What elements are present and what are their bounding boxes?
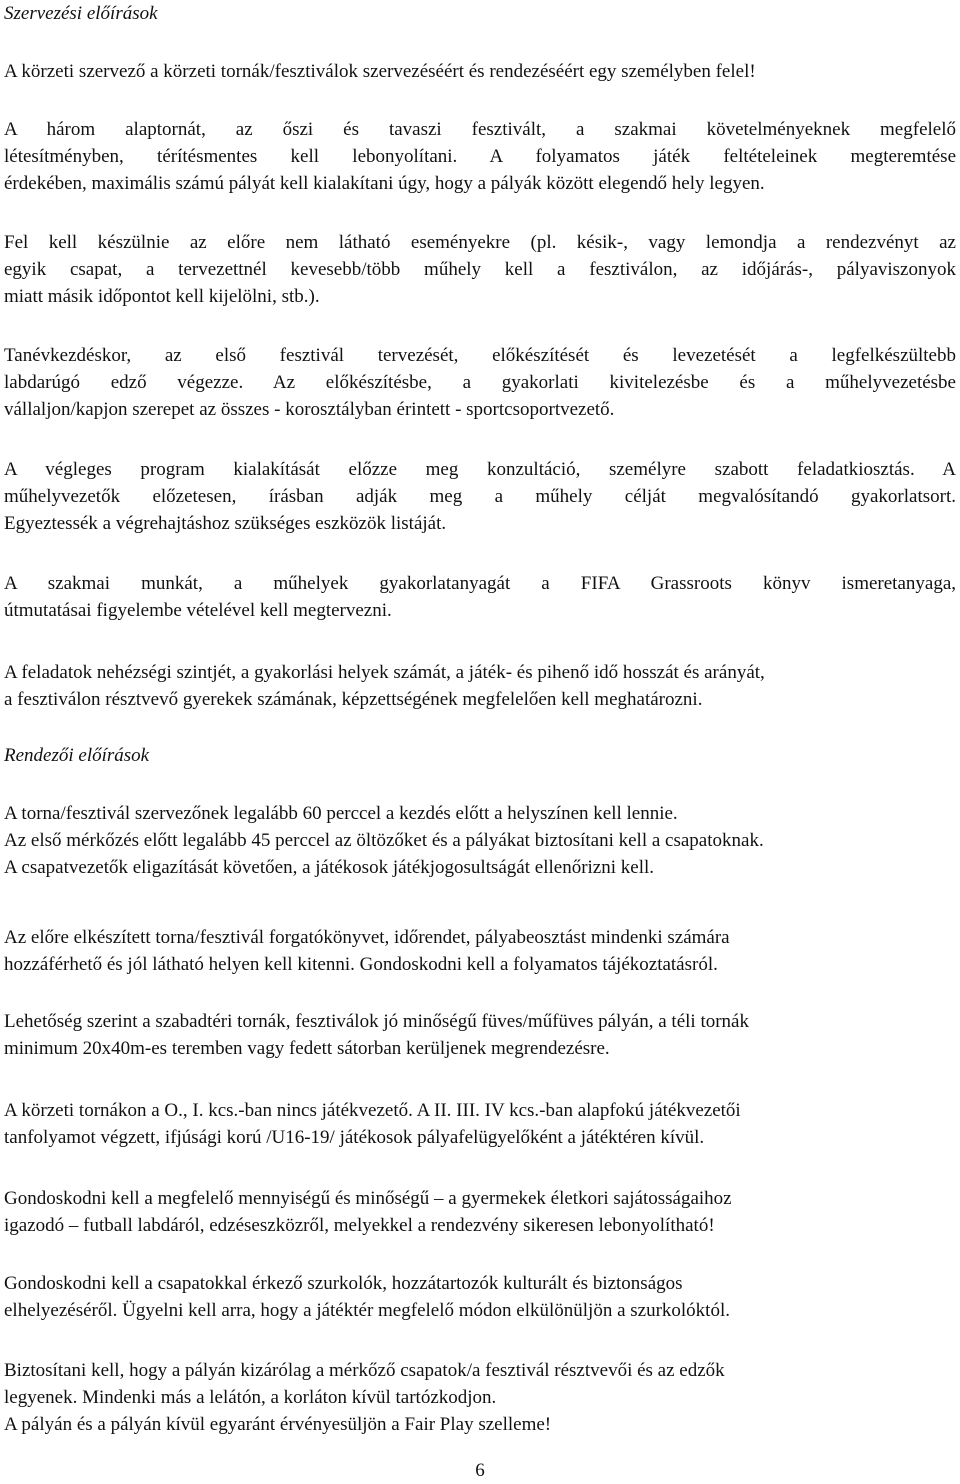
text-line: Lehetőség szerint a szabadtéri tornák, fesztiválok jó minőségű füves/műfüves pályán, a téli tornák bbox=[4, 1011, 749, 1032]
text-line: A szakmai munkát, a műhelyek gyakorlatanyagát a FIFA Grassroots könyv ismeretanyaga, bbox=[4, 573, 956, 594]
text-line: minimum 20x40m-es teremben vagy fedett sátorban kerüljenek megrendezésre. bbox=[4, 1038, 610, 1059]
text-line: miatt másik időpontot kell kijelölni, stb.). bbox=[4, 286, 320, 307]
paragraph bbox=[4, 1357, 956, 1438]
paragraph bbox=[4, 1185, 956, 1239]
text-line: A csapatvezetők eligazítását követően, a játékosok játékjogosultságát ellenőrizni kell. bbox=[4, 857, 654, 878]
paragraph bbox=[4, 1008, 956, 1062]
paragraph bbox=[4, 58, 956, 85]
text-line: Az első mérkőzés előtt legalább 45 perccel az öltözőket és a pályákat biztosítani kell a csapatoknak. bbox=[4, 830, 764, 851]
paragraph bbox=[4, 456, 956, 537]
paragraph bbox=[4, 116, 956, 197]
text-line: Egyeztessék a végrehajtáshoz szükséges eszközök listáját. bbox=[4, 513, 447, 534]
text-line: műhelyvezetők előzetesen, írásban adják meg a műhely célját megvalósítandó gyakorlatsort. bbox=[4, 486, 956, 507]
text-line: vállaljon/kapjon szerepet az összes - korosztályban érintett - sportcsoportvezető. bbox=[4, 399, 615, 420]
text-line: Az előre elkészített torna/fesztivál forgatókönyvet, időrendet, pályabeosztást mindenki számára bbox=[4, 927, 730, 948]
text-line: A körzeti szervező a körzeti tornák/fesztiválok szervezéséért és rendezéséért egy személyben felel! bbox=[4, 61, 756, 82]
text-line: hozzáférhető és jól látható helyen kell kitenni. Gondoskodni kell a folyamatos tájékoztatásról. bbox=[4, 954, 718, 975]
text-line: elhelyezéséről. Ügyelni kell arra, hogy a játéktér megfelelő módon elkülönüljön a szurkolóktól. bbox=[4, 1300, 730, 1321]
paragraph bbox=[4, 659, 956, 713]
section-heading-organizer: Rendezői előírások bbox=[4, 745, 150, 766]
paragraph bbox=[4, 1097, 956, 1151]
paragraph bbox=[4, 570, 956, 624]
text-line: Gondoskodni kell a megfelelő mennyiségű és minőségű – a gyermekek életkori sajátosságaihoz bbox=[4, 1188, 732, 1209]
text-line: Biztosítani kell, hogy a pályán kizárólag a mérkőző csapatok/a fesztivál résztvevői és az edzők bbox=[4, 1360, 725, 1381]
text-line: egyik csapat, a tervezettnél kevesebb/több műhely kell a fesztiválon, az időjárás-, pályaviszonyok bbox=[4, 259, 956, 280]
paragraph bbox=[4, 229, 956, 310]
paragraph bbox=[4, 342, 956, 423]
text-line: Gondoskodni kell a csapatokkal érkező szurkolók, hozzátartozók kulturált és biztonságos bbox=[4, 1273, 683, 1294]
paragraph bbox=[4, 800, 956, 881]
text-line: A három alaptornát, az őszi és tavaszi fesztivált, a szakmai követelményeknek megfelelő bbox=[4, 119, 956, 140]
text-line: érdekében, maximális számú pályát kell kialakítani úgy, hogy a pályák között elegendő hely legyen. bbox=[4, 173, 765, 194]
text-line: A pályán és a pályán kívül egyaránt érvényesüljön a Fair Play szelleme! bbox=[4, 1414, 552, 1435]
text-line: A körzeti tornákon a O., I. kcs.-ban nincs játékvezető. A II. III. IV kcs.-ban alapfokú játékvezetői bbox=[4, 1100, 741, 1121]
paragraph bbox=[4, 924, 956, 978]
text-line: A feladatok nehézségi szintjét, a gyakorlási helyek számát, a játék- és pihenő idő hosszát és arányát, bbox=[4, 662, 765, 683]
text-line: tanfolyamot végzett, ifjúsági korú /U16-19/ játékosok pályafelügyelőként a játéktéren kívül. bbox=[4, 1127, 705, 1148]
page-number: 6 bbox=[475, 1460, 485, 1481]
text-line: Fel kell készülnie az előre nem látható eseményekre (pl. késik-, vagy lemondja a rendezvényt az bbox=[4, 232, 956, 253]
text-line: útmutatásai figyelembe vételével kell megtervezni. bbox=[4, 600, 392, 621]
text-line: Tanévkezdéskor, az első fesztivál tervezését, előkészítését és levezetését a legfelkészültebb bbox=[4, 345, 956, 366]
section-heading-organizational: Szervezési előírások bbox=[4, 3, 158, 24]
text-line: legyenek. Mindenki más a lelátón, a korláton kívül tartózkodjon. bbox=[4, 1387, 497, 1408]
paragraph bbox=[4, 1270, 956, 1324]
text-line: igazodó – futball labdáról, edzéseszközről, melyekkel a rendezvény sikeresen lebonyolítható! bbox=[4, 1215, 715, 1236]
text-line: a fesztiválon résztvevő gyerekek számának, képzettségének megfelelően kell meghatározni. bbox=[4, 689, 703, 710]
text-line: létesítményben, térítésmentes kell lebonyolítani. A folyamatos játék feltételeinek megteremtése bbox=[4, 146, 956, 167]
text-line: labdarúgó edző végezze. Az előkészítésbe, a gyakorlati kivitelezésbe és a műhelyvezetésbe bbox=[4, 372, 956, 393]
text-line: A végleges program kialakítását előzze meg konzultáció, személyre szabott feladatkiosztás. A bbox=[4, 459, 956, 480]
text-line: A torna/fesztivál szervezőnek legalább 60 perccel a kezdés előtt a helyszínen kell lennie. bbox=[4, 803, 678, 824]
